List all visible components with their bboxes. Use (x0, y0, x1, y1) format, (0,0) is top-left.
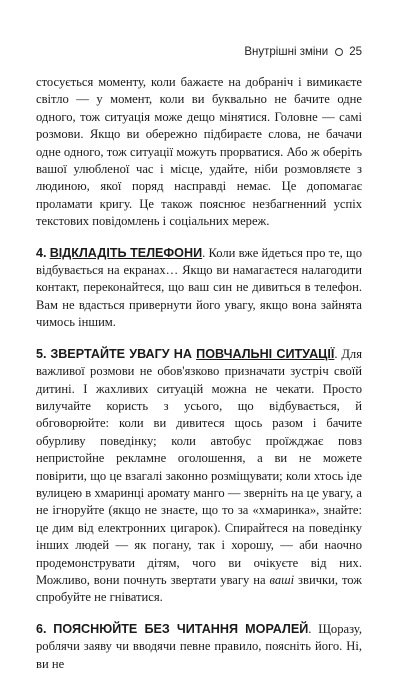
item-heading-pre: ЗВЕРТАЙТЕ УВАГУ НА (50, 346, 197, 361)
intro-paragraph: стосується моменту, коли бажаєте на добраніч і вимикаєте світло — у момент, коли ви буквально не бачите одне одного, тож ситуація може дещо мінятися. Головне — самі розмови. Якщо ви обережно підбираєте слова, не бачачи одне одного, тож ситуації можуть прорватися. Або ж оберіть вашої улюбленої час і місце, удайте, ніби розмовляєте з людиною, якої поряд насправді немає. Це допомагає проламати кригу. Це також пояснює незбагненний успіх текстових повідомлень і соціальних мереж. (36, 75, 362, 229)
page-body (36, 74, 362, 687)
item-text-part-1: Для важливої розмови не обов'язково призначати зустріч своїй дитині. І жахливих ситуацій можна не чекати. Просто вилучайте користь з усього, що відбувається, й обговорюйте: коли ви дивитеся щось разом і бачите обурливу поведінку; коли автобус проїжджає повз непристойне рекламне оголошення, а ви не можете повірити, що це взагалі законно розміщувати; коли хтось іде вулицею в хмаринці аромату манго — зверніть на це увагу, а не ігноруйте (якщо не знаєте, що то за «хмаринка», знайте: це дим від електронних цигарок). Спирайтеся на поведінку інших людей — як погану, так і хорошу, — аби наочно продемонструвати дітям, чого ви очікуєте від них. Можливо, вони почнуть звертати увагу на (36, 346, 362, 587)
item-heading-underlined: ПОВЧАЛЬНІ СИТУАЦІЇ (196, 346, 335, 361)
running-header-title: Внутрішні зміни (244, 46, 329, 58)
item-number: 5. (36, 346, 47, 361)
item-heading: ПОЯСНЮЙТЕ БЕЗ ЧИТАННЯ МОРАЛЕЙ (53, 621, 309, 636)
page-number: 25 (349, 46, 362, 58)
list-item-6: 6. ПОЯСНЮЙТЕ БЕЗ ЧИТАННЯ МОРАЛЕЙ. Щоразу, роблячи заяву чи вводячи певне правило, поясніть його. Ні, ви не (36, 621, 362, 671)
item-number: 6. (36, 621, 47, 636)
item-text-part-2: звички, тож спробуйте не гніватися. (36, 572, 362, 605)
item-heading: ВІДКЛАДІТЬ ТЕЛЕФОНИ (49, 245, 203, 260)
running-header (244, 46, 362, 58)
list-item-5: 5. ЗВЕРТАЙТЕ УВАГУ НА ПОВЧАЛЬНІ СИТУАЦІЇ. Для важливої розмови не обов'язково призначати зустріч своїй дитині. І жахливих ситуацій можна не чекати. Просто вилучайте користь з усього, що відбувається, й обговорюйте: коли ви дивитеся щось разом і бачите обурливу поведінку; коли автобус проїжджає повз непристойне рекламне оголошення, а ви не можете повірити, що це взагалі законно розміщувати; коли хтось іде вулицею в хмаринці аромату манго — зверніть на це увагу, а не ігноруйте (якщо не знаєте, що то за «хмаринка», знайте: це дим від електронних цигарок). Спирайтеся на поведінку інших людей — як погану, так і хорошу, — аби наочно продемонструвати дітям, чого ви очікуєте від них. Можливо, вони почнуть звертати увагу на ваші звички, тож спробуйте не гніватися. (36, 346, 362, 605)
item-text: Коли вже йдеться про те, що відбувається на екранах… Якщо ви намагаєтеся налагодити контакт, переконайтеся, що ваш син не дивиться в телефон. Вам не вдасться привернути його увагу, якщо вона зайнята чимось іншим. (36, 245, 362, 330)
item-text-emphasis: ваші (269, 572, 295, 587)
item-number: 4. (36, 245, 47, 260)
list-item-4: 4. ВІДКЛАДІТЬ ТЕЛЕФОНИ. Коли вже йдеться про те, що відбувається на екранах… Якщо ви намагаєтеся налагодити контакт, переконайтеся, що ваш син не дивиться в телефон. Вам не вдасться привернути його увагу, якщо вона зайнята чимось іншим. (36, 245, 362, 330)
item-text: Щоразу, роблячи заяву чи вводячи певне правило, поясніть його. Ні, ви не (36, 621, 362, 671)
circle-bullet-icon (335, 48, 343, 56)
